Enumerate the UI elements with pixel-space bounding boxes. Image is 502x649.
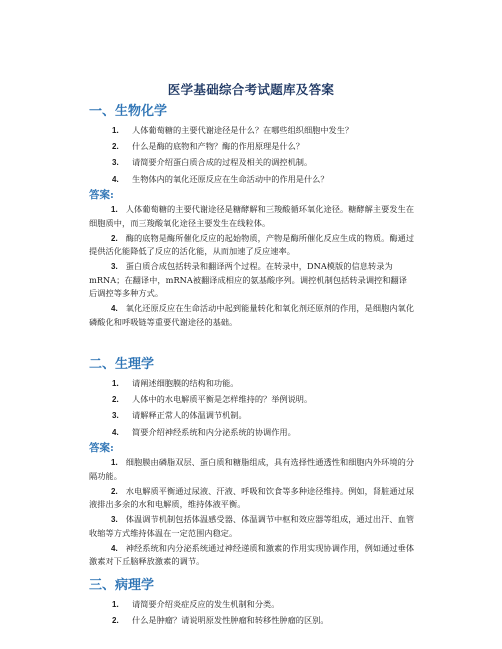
answer-list-physiology: [89, 456, 415, 570]
question-list-biochemistry: [112, 122, 422, 187]
question-item: 2. 什么是酶的底物和产物？酶的作用原理是什么？: [112, 141, 304, 152]
question-item: 4. 简要介绍神经系统和内分泌系统的协调作用。: [112, 426, 296, 437]
question-list-pathology: [112, 596, 422, 628]
question-item: 1. 人体葡萄糖的主要代谢途径是什么？在哪些组织细胞中发生？: [112, 125, 354, 135]
question-item: 3. 请解释正常人的体温调节机制。: [112, 410, 247, 421]
answer-list-biochemistry: [89, 203, 415, 331]
question-item: 1. 请简要介绍炎症反应的发生机制和分类。: [112, 599, 280, 609]
section-heading-physiology: 二、生理学: [89, 357, 155, 372]
section-heading-biochemistry: 一、生物化学: [89, 104, 168, 119]
question-item: 4. 生物体内的氧化还原反应在生命活动中的作用是什么？: [112, 173, 329, 184]
question-list-physiology: [112, 375, 422, 440]
question-item: 2. 什么是肿瘤？请说明原发性肿瘤和转移性肿瘤的区别。: [112, 615, 329, 626]
answer-item: 2. 水电解质平衡通过尿液、汗液、呼吸和饮食等多种途径维持。例如，肾脏通过尿液排出多余的水和电解质，维持体液平衡。: [89, 485, 415, 510]
section-heading-pathology: 三、病理学: [89, 578, 155, 593]
question-item: 2. 人体中的水电解质平衡是怎样维持的？举例说明。: [112, 394, 313, 405]
answer-item: 1. 人体葡萄糖的主要代谢途径是糖酵解和三羧酸循环氧化途径。糖酵解主要发生在细胞质中，而三羧酸氧化途径主要发生在线粒体。: [89, 204, 415, 228]
answer-heading-physiology: 答案:: [89, 442, 114, 454]
answer-item: 4. 神经系统和内分泌系统通过神经递质和激素的作用实现协调作用，例如通过垂体激素对下丘脑释放激素的调节。: [89, 542, 415, 567]
answer-heading-biochemistry: 答案:: [89, 189, 114, 201]
answer-item: 3. 蛋白质合成包括转录和翻译两个过程。在转录中，DNA模版的信息转录为mRNA；在翻译中，mRNA被翻译成相应的氨基酸序列。调控机制包括转录调控和翻译后调控等多种方式。: [89, 261, 408, 299]
answer-item: 4. 氧化还原反应在生命活动中起到能量转化和氧化剂还原剂的作用，是细胞内氧化磷酸化和呼吸链等重要代谢途径的基础。: [89, 303, 415, 327]
answer-item: 3. 体温调节机制包括体温感受器、体温调节中枢和效应器等组成，通过出汗、血管收缩等方式维持体温在一定范围内稳定。: [89, 514, 415, 538]
question-item: 3. 请简要介绍蛋白质合成的过程及相关的调控机制。: [112, 157, 313, 168]
question-item: 1. 请阐述细胞膜的结构和功能。: [112, 378, 239, 388]
answer-item: 2. 酶的底物是酶所催化反应的起始物质，产物是酶所催化反应生成的物质。酶通过提供活化能降低了反应的活化能，从而加速了反应速率。: [89, 232, 415, 257]
document-title: 医学基础综合考试题库及答案: [167, 82, 335, 97]
answer-item: 1. 细胞膜由磷脂双层、蛋白质和糖脂组成，具有选择性通透性和细胞内外环境的分隔功能。: [89, 457, 415, 481]
